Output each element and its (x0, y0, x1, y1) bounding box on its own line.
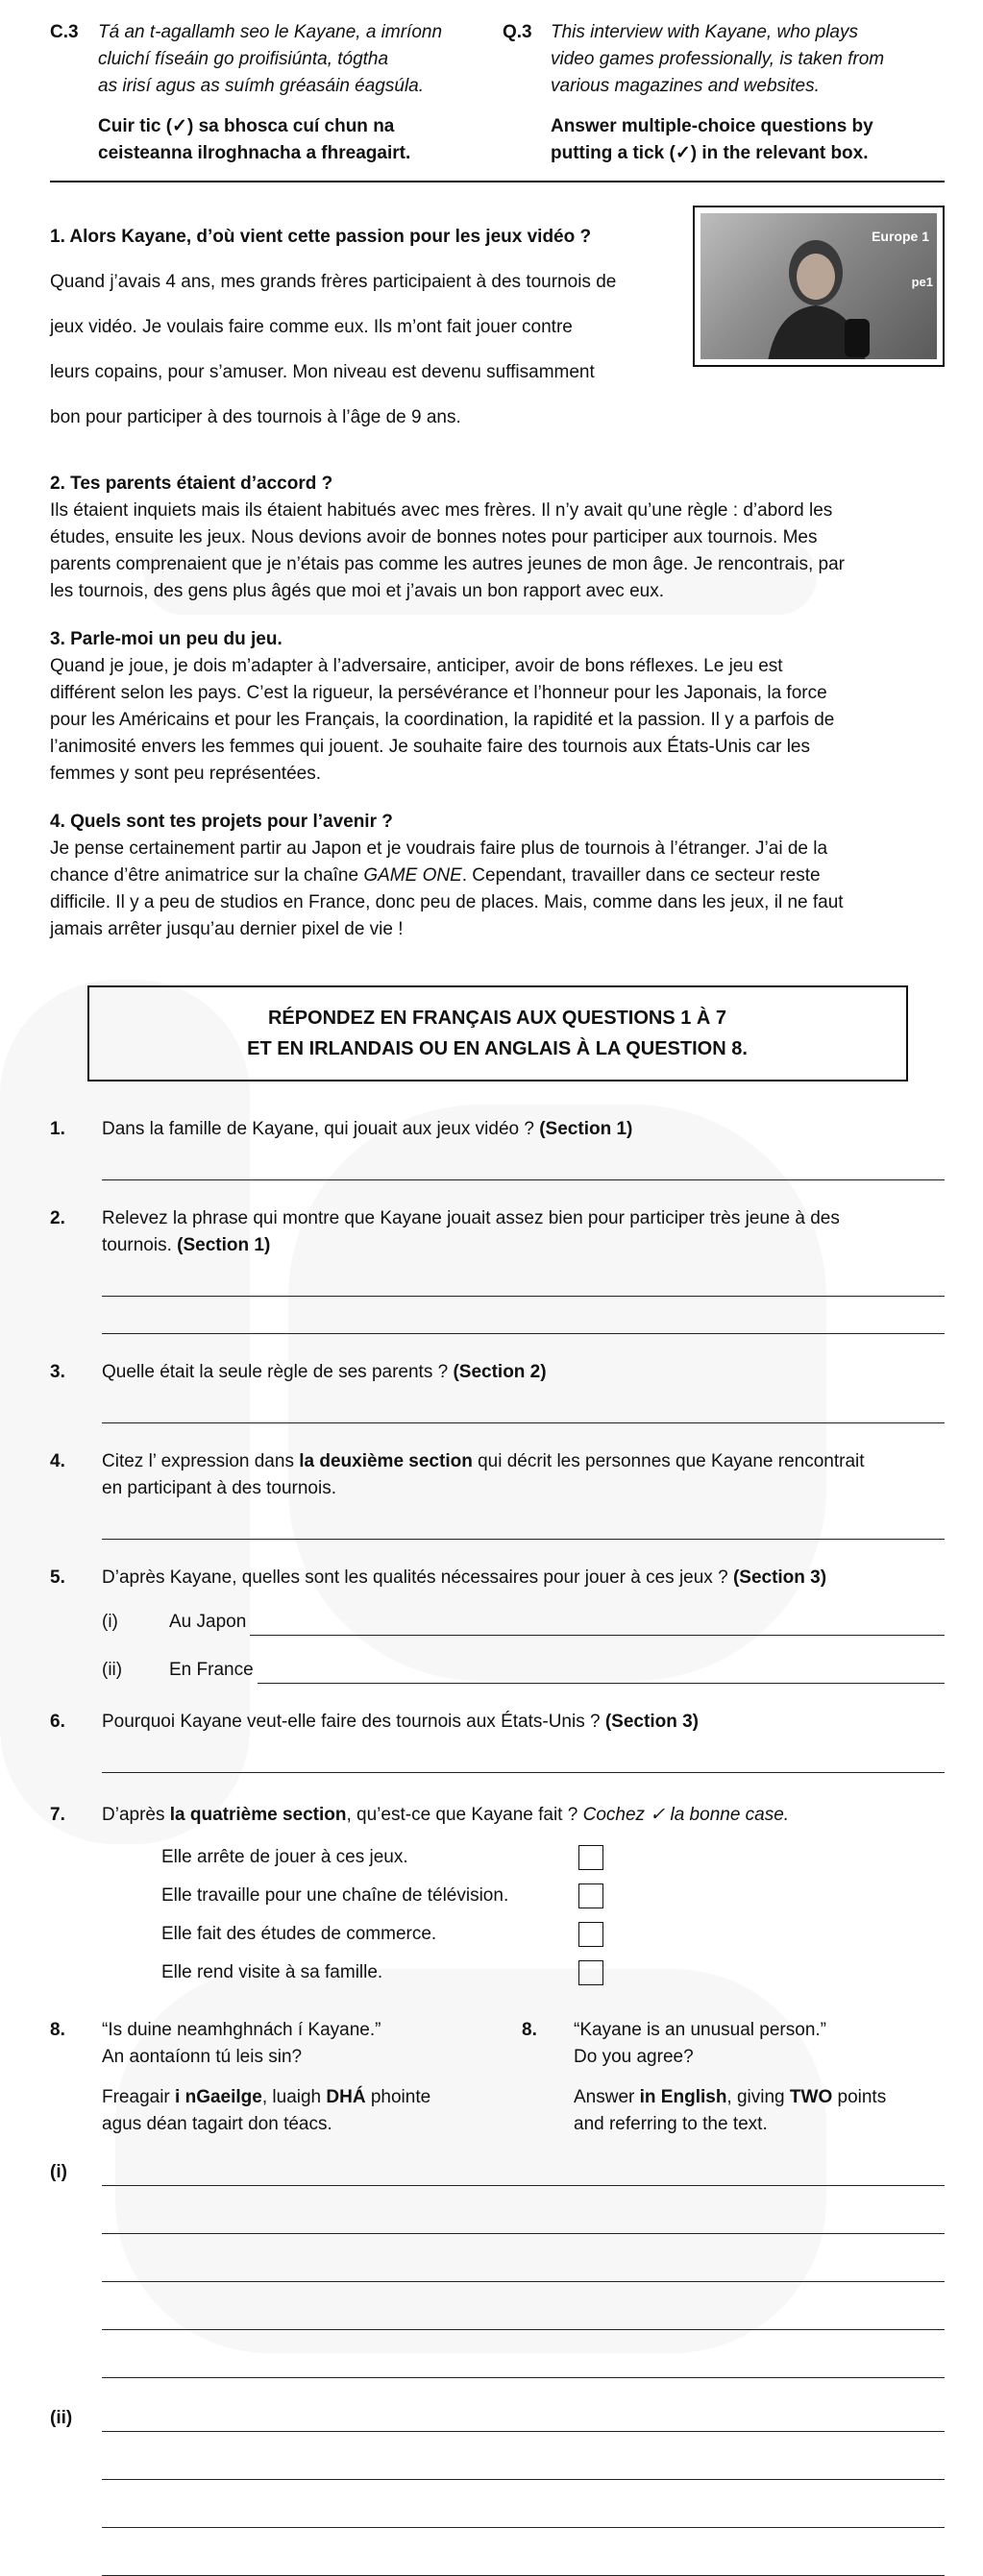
question-number: 3. (50, 1362, 65, 1382)
header-irish-instruction: ceisteanna ilroghnacha a fhreagairt. (98, 143, 411, 163)
question-8-irish: 8. “Is duine neamhghnách í Kayane.” An aontaíonn tú leis sin? Freagair i nGaeilge, luaigh DHÁ phointe agus déan tagairt don téacs. (50, 2020, 431, 2134)
section-text-line: différent selon les pays. C’est la rigueur, la persévérance et l’honneur pour les Japonais, la force (50, 683, 827, 703)
option-row: Elle fait des études de commerce. (161, 1915, 603, 1954)
option-row: Elle rend visite à sa famille. (161, 1954, 603, 1992)
interview-section-2 (50, 471, 945, 605)
header-english-instruction: Answer multiple-choice questions by (551, 116, 873, 136)
question-1: 1. Dans la famille de Kayane, qui jouait aux jeux vidéo ? (Section 1) (50, 1116, 945, 1143)
section-title: 2. Tes parents étaient d’accord ? (50, 474, 333, 494)
answer-instruction-box (87, 985, 908, 1081)
section-text-line: Ils étaient inquiets mais ils étaient habitués avec mes frères. Il n’y avait qu’une règle : d’abord les (50, 500, 833, 521)
answer-line[interactable] (102, 1297, 945, 1334)
section-reference: (Section 3) (732, 1567, 827, 1588)
question-6: 6. Pourquoi Kayane veut-elle faire des tournois aux États-Unis ? (Section 3) (50, 1709, 945, 1736)
answer-area-part-1 (50, 2138, 945, 2378)
section-text-line: les tournois, des gens plus âgés que moi et j’avais un bon rapport avec eux. (50, 581, 664, 601)
bilingual-header (50, 19, 945, 182)
header-irish-instruction: Cuir tic (✓) sa bhosca cuí chun na (98, 116, 395, 136)
option-row: Elle travaille pour une chaîne de télévision. (161, 1877, 603, 1915)
question-number: 6. (50, 1712, 65, 1732)
kayane-photo-frame (693, 206, 945, 367)
question-number-english: Q.3 (503, 22, 532, 42)
writing-line[interactable] (102, 2328, 945, 2330)
interview-section-1 (50, 206, 945, 450)
instruction-line: ET EN IRLANDAIS OU EN ANGLAIS À LA QUESTION 8. (247, 1038, 748, 1059)
section-text-line: chance d’être animatrice sur la chaîne GAME ONE. Cependant, travailler dans ce secteur reste (50, 865, 821, 886)
section-text-line: leurs copains, pour s’amuser. Mon niveau est devenu suffisamment (50, 362, 595, 382)
header-english-line: various magazines and websites. (551, 76, 820, 96)
tick-box[interactable] (578, 1883, 603, 1908)
section-text-line: Je pense certainement partir au Japon et je voudrais faire plus de tournois à l’étranger. J’ai de la (50, 838, 828, 859)
question-number: 5. (50, 1567, 65, 1588)
tick-box[interactable] (578, 1960, 603, 1985)
question-3: 3. Quelle était la seule règle de ses parents ? (Section 2) (50, 1359, 945, 1386)
writing-line[interactable] (102, 2430, 945, 2432)
header-irish-line: Tá an t-agallamh seo le Kayane, a imríonn (98, 22, 443, 42)
section-text-line: parents comprenaient que je n’étais pas comme les autres jeunes de mon âge. Je rencontrais, par (50, 554, 845, 574)
section-title: 3. Parle-moi un peu du jeu. (50, 629, 283, 649)
section-text-line: difficile. Il y a peu de studios en France, donc peu de places. Mais, comme dans les jeux, il ne faut (50, 892, 844, 912)
answer-area-part-2 (50, 2384, 945, 2576)
multiple-choice-options (161, 1838, 945, 1992)
section-text-line: l’animosité envers les femmes qui jouent. Je souhaite faire des tournois aux États-Unis car les (50, 737, 810, 757)
question-number: 4. (50, 1451, 65, 1471)
section-text-line: Quand j’avais 4 ans, mes grands frères participaient à des tournois de (50, 272, 617, 292)
writing-line[interactable] (102, 2232, 945, 2234)
answer-line[interactable] (102, 1386, 945, 1423)
answer-line[interactable] (102, 1259, 945, 1297)
section-title: 4. Quels sont tes projets pour l’avenir ? (50, 812, 393, 832)
question-2: 2. Relevez la phrase qui montre que Kayane jouait assez bien pour participer très jeune à des tournois. (Section 1) (50, 1205, 945, 1259)
section-text-line: jamais arrêter jusqu’au dernier pixel de vie ! (50, 919, 404, 939)
question-number-irish: C.3 (50, 22, 79, 42)
section-reference: (Section 1) (539, 1119, 633, 1139)
header-english-line: video games professionally, is taken from (551, 49, 885, 69)
channel-name: GAME ONE (363, 865, 462, 886)
answer-line[interactable] (102, 1736, 945, 1773)
answer-line[interactable] (250, 1614, 945, 1636)
option-row: Elle arrête de jouer à ces jeux. (161, 1838, 603, 1877)
tick-box[interactable] (578, 1845, 603, 1870)
header-english (503, 19, 945, 167)
section-text-line: études, ensuite les jeux. Nous devions avoir de bonnes notes pour participer aux tournois. Mes (50, 527, 818, 547)
sub-question-france: (ii) En France (102, 1657, 945, 1684)
instruction-line: RÉPONDEZ EN FRANÇAIS AUX QUESTIONS 1 À 7 (267, 1008, 727, 1029)
europe1-logo-partial: pe1 (911, 275, 933, 289)
question-number: 2. (50, 1208, 65, 1228)
question-8-english: 8. “Kayane is an unusual person.” Do you agree? Answer in English, giving TWO points and referring to the text. (522, 2020, 887, 2134)
section-reference: (Section 1) (177, 1235, 271, 1255)
header-irish (50, 19, 492, 167)
answer-line[interactable] (102, 1143, 945, 1180)
section-reference: (Section 2) (453, 1362, 547, 1382)
interview-section-4 (50, 809, 945, 943)
writing-line[interactable] (102, 2478, 945, 2480)
header-irish-line: as irisí agus as suímh gréasáin éagsúla. (98, 76, 425, 96)
question-7: 7. D’après la quatrième section, qu’est-ce que Kayane fait ? Cochez ✓ la bonne case. (50, 1802, 945, 1829)
header-irish-line: cluichí físeáin go proifisiúnta, tógtha (98, 49, 389, 69)
writing-line[interactable] (102, 2280, 945, 2282)
question-4: 4. Citez l’ expression dans la deuxième section qui décrit les personnes que Kayane rencontrait en participant à des tournois. (50, 1448, 945, 1502)
section-title: 1. Alors Kayane, d’où vient cette passion pour les jeux vidéo ? (50, 227, 592, 247)
section-text-line: jeux vidéo. Je voulais faire comme eux. Ils m’ont fait jouer contre (50, 317, 573, 337)
tick-box[interactable] (578, 1922, 603, 1947)
answer-line[interactable] (258, 1662, 945, 1684)
question-number: 7. (50, 1805, 65, 1825)
section-text-line: femmes y sont peu représentées. (50, 764, 321, 784)
header-english-instruction: putting a tick (✓) in the relevant box. (551, 143, 869, 163)
question-8 (50, 2017, 945, 2138)
section-text-line: pour les Américains et pour les Français, la coordination, la rapidité et la passion. Il y a parfois de (50, 710, 835, 730)
sub-question-japan: (i) Au Japon (102, 1609, 945, 1636)
header-english-line: This interview with Kayane, who plays (551, 22, 858, 42)
part-label: (i) (50, 2162, 67, 2182)
question-number: 1. (50, 1119, 65, 1139)
part-label: (ii) (50, 2408, 73, 2428)
writing-line[interactable] (102, 2376, 945, 2378)
section-reference: (Section 3) (604, 1712, 699, 1732)
answer-line[interactable] (102, 1502, 945, 1540)
kayane-photo (700, 213, 937, 359)
interview-section-3 (50, 626, 945, 788)
section-text-line: Quand je joue, je dois m’adapter à l’adversaire, anticiper, avoir de bons réflexes. Le jeu est (50, 656, 783, 676)
europe1-logo: Europe 1 (872, 229, 929, 244)
section-text-line: bon pour participer à des tournois à l’âge de 9 ans. (50, 407, 461, 427)
question-5: 5. D’après Kayane, quelles sont les qualités nécessaires pour jouer à ces jeux ? (Section 3) (50, 1565, 945, 1592)
writing-line[interactable] (102, 2184, 945, 2186)
